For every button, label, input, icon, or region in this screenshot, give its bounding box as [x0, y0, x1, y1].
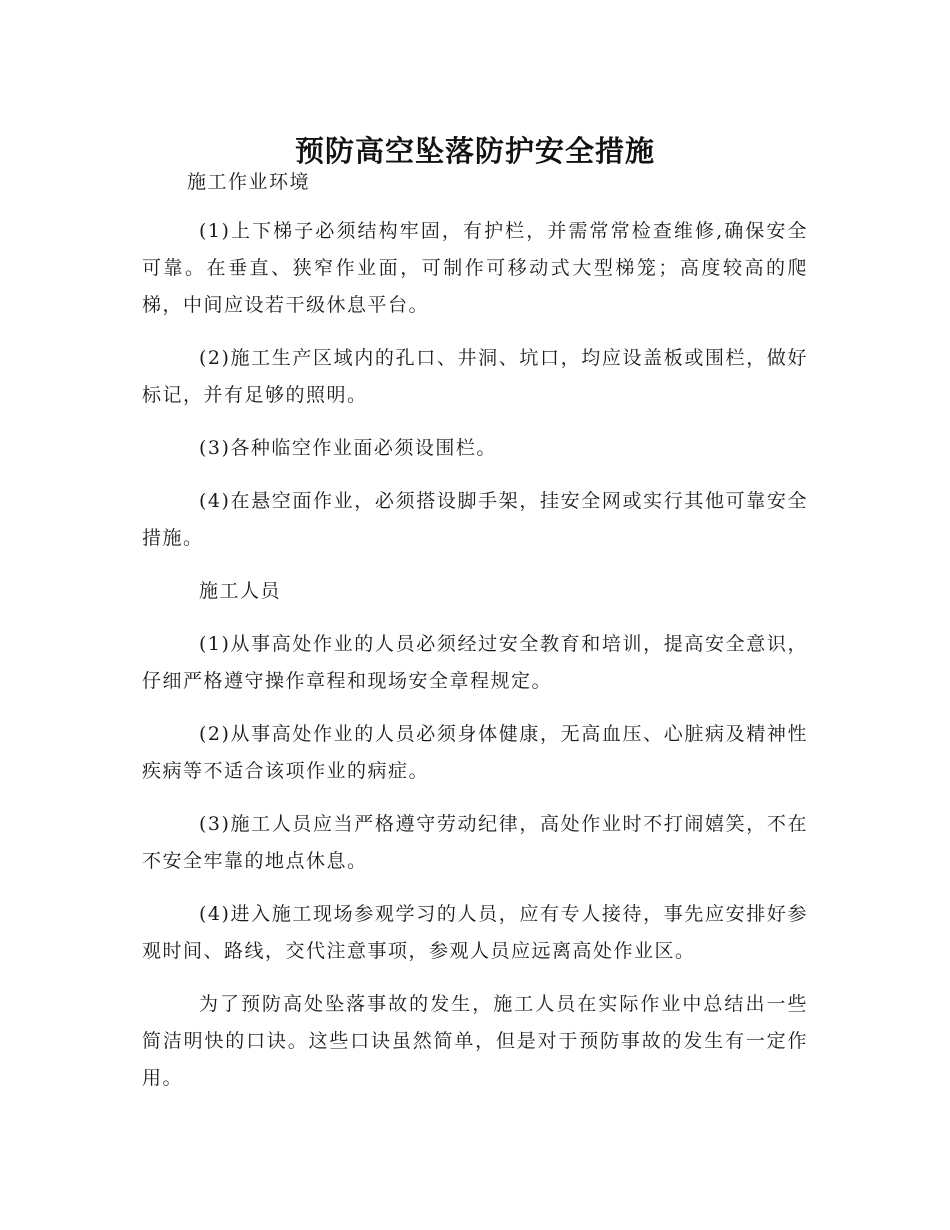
paragraph-environment-2: (2)施工生产区域内的孔口、井洞、坑口，均应设盖板或围栏，做好标记，并有足够的照明。 [142, 347, 808, 406]
paragraph-personnel-1: (1)从事高处作业的人员必须经过安全教育和培训，提高安全意识，仔细严格遵守操作章程和现场安全章程规定。 [142, 633, 808, 692]
paragraph-conclusion: 为了预防高处坠落事故的发生，施工人员在实际作业中总结出一些简洁明快的口诀。这些口诀虽然简单，但是对于预防事故的发生有一定作用。 [142, 993, 808, 1089]
paragraph-environment-4: (4)在悬空面作业，必须搭设脚手架，挂安全网或实行其他可靠安全措施。 [142, 490, 808, 549]
paragraph-environment-3: (3)各种临空作业面必须设围栏。 [199, 437, 497, 459]
document-title: 预防高空坠落防护安全措施 [294, 134, 655, 169]
section-heading-environment: 施工作业环境 [187, 171, 311, 193]
document-body [142, 164, 808, 1097]
paragraph-personnel-2: (2)从事高处作业的人员必须身体健康，无高血压、心脏病及精神性疾病等不适合该项作业的病症。 [142, 723, 808, 782]
paragraph-environment-1: (1)上下梯子必须结构牢固，有护栏，并需常常检查维修,确保安全可靠。在垂直、狭窄作业面，可制作可移动式大型梯笼；高度较高的爬梯，中间应设若干级休息平台。 [142, 220, 808, 316]
section-heading-personnel: 施工人员 [199, 580, 282, 602]
paragraph-personnel-3: (3)施工人员应当严格遵守劳动纪律，高处作业时不打闹嬉笑，不在不安全牢靠的地点休息。 [142, 813, 808, 872]
paragraph-personnel-4: (4)进入施工现场参观学习的人员，应有专人接待，事先应安排好参观时间、路线，交代注意事项，参观人员应远离高处作业区。 [142, 903, 808, 962]
